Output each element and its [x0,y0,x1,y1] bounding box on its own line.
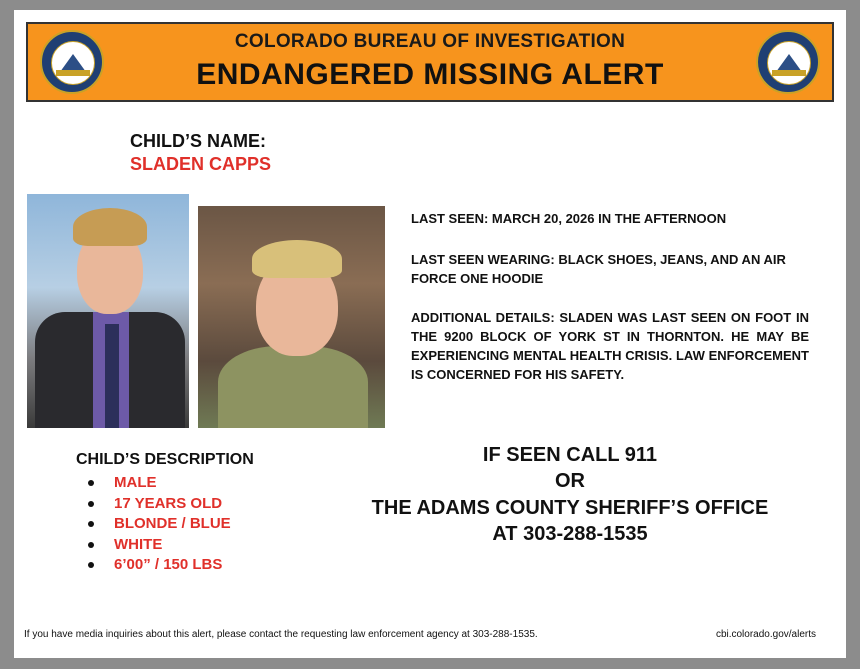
sheriff-office-text: THE ADAMS COUNTY SHERIFF’S OFFICE [371,497,769,519]
child-photo-2 [198,206,385,428]
cbi-seal-icon [756,30,820,94]
list-item: MALE [86,473,231,494]
website-link[interactable]: cbi.colorado.gov/alerts [715,629,816,640]
child-photo-1 [27,194,189,428]
sheriff-phone-text: AT 303-288-1535 [492,523,648,545]
list-item: BLONDE / BLUE [86,514,231,535]
alert-poster [14,10,846,658]
child-name-label: CHILD’S NAME: [130,131,266,151]
call-911-text: IF SEEN CALL 911 [482,444,658,466]
child-description-list [86,473,231,576]
list-item: 17 YEARS OLD [86,494,231,515]
media-inquiry-note: If you have media inquiries about this alert, please contact the requesting law enforcement agency at 303-288-1535. [24,629,538,640]
additional-details-text: ADDITIONAL DETAILS: SLADEN WAS LAST SEEN ON FOOT IN THE 9200 BLOCK OF YORK ST IN THORNTON. HE MAY BE EXPERIENCING MENTAL HEALTH CRISIS. LAW ENFORCEMENT IS CONCERNED FOR HIS SAFETY. [411,310,809,382]
list-item: 6’00” / 150 LBS [86,555,231,576]
call-or-text: OR [555,470,585,492]
child-description-title: CHILD’S DESCRIPTION [76,451,254,468]
last-seen-text: LAST SEEN: MARCH 20, 2026 IN THE AFTERNOON [411,211,727,226]
agency-title: COLORADO BUREAU OF INVESTIGATION [234,31,626,52]
last-seen-wearing-text: LAST SEEN WEARING: BLACK SHOES, JEANS, AND AN AIR FORCE ONE HOODIE [411,252,786,286]
child-name: SLADEN CAPPS [130,154,272,174]
alert-banner [26,22,834,102]
list-item: WHITE [86,535,231,556]
alert-type-title: ENDANGERED MISSING ALERT [196,58,664,91]
